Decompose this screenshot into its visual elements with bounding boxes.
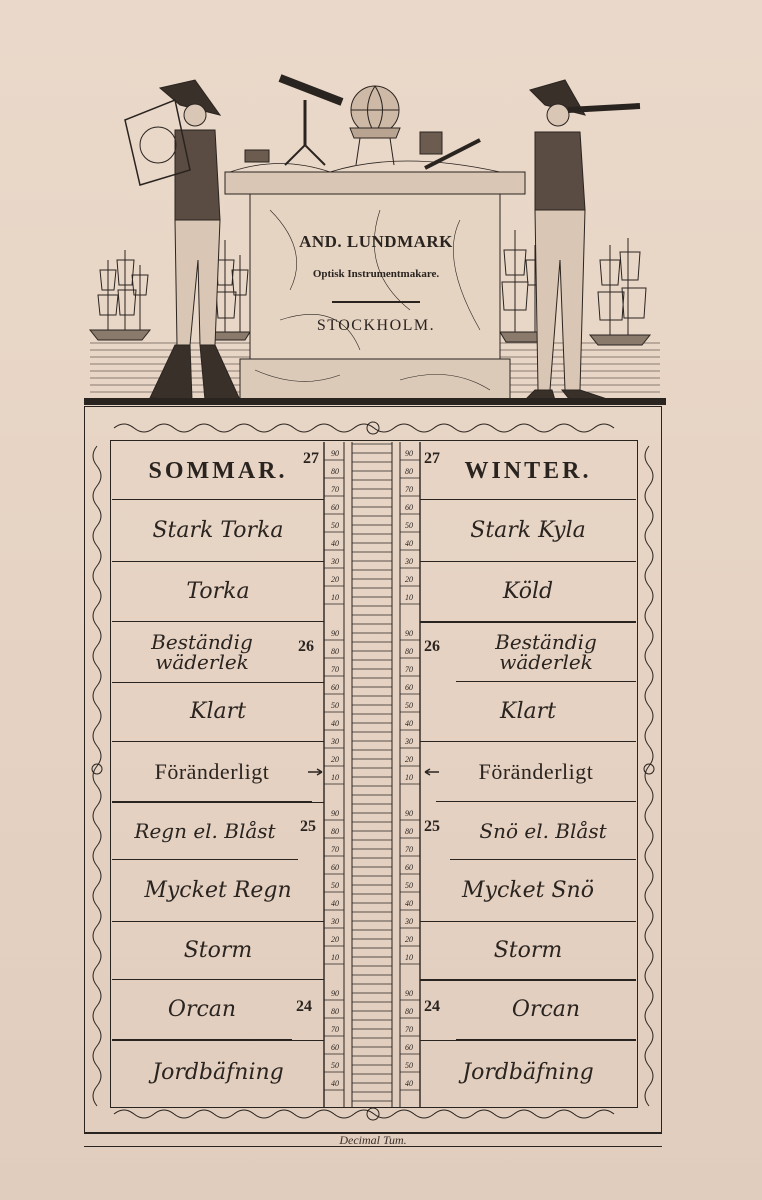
winter-row-5: Föränderligt bbox=[436, 742, 636, 802]
scale-tick-label: 30 bbox=[331, 557, 339, 566]
arrow-left-icon bbox=[308, 768, 326, 776]
scale-tick-label: 70 bbox=[405, 665, 413, 674]
scale-tick-label: 30 bbox=[331, 737, 339, 746]
scale-tick-label: 20 bbox=[405, 935, 413, 944]
scale-tick-label: 70 bbox=[405, 1025, 413, 1034]
scale-tick-label: 70 bbox=[405, 485, 413, 494]
scale-tick-label: 60 bbox=[405, 1043, 413, 1052]
footer-label: Decimal Tum. bbox=[339, 1133, 407, 1147]
inch-26-right: 26 bbox=[424, 638, 440, 655]
scale-tick-label: 20 bbox=[331, 575, 339, 584]
scale-tick-label: 60 bbox=[405, 503, 413, 512]
sommar-heading: SOMMAR. bbox=[112, 442, 324, 500]
scale-tick-label: 20 bbox=[405, 755, 413, 764]
ship-left-icon bbox=[90, 250, 150, 340]
sommar-row-10: Jordbäfning bbox=[152, 1060, 284, 1085]
winter-row-2: Köld bbox=[420, 562, 636, 622]
winter-row-6: Snö el. Blåst bbox=[450, 802, 636, 860]
scale-tick-label: 10 bbox=[331, 593, 339, 602]
scale-tick-label: 90 bbox=[331, 449, 339, 458]
scale-tick-label: 80 bbox=[405, 647, 413, 656]
scale-tick-label: 30 bbox=[331, 917, 339, 926]
winter-row-1: Stark Kyla bbox=[420, 500, 636, 562]
inch-26-left: 26 bbox=[298, 638, 314, 655]
scale-tick-label: 90 bbox=[405, 809, 413, 818]
winter-heading: WINTER. bbox=[420, 442, 636, 500]
scale-tick-label: 60 bbox=[331, 863, 339, 872]
sommar-row-3: Beständig wäderlek bbox=[151, 630, 253, 674]
telescope-icon bbox=[280, 78, 342, 165]
scale-tick-label: 30 bbox=[405, 737, 413, 746]
inch-24-right: 24 bbox=[424, 998, 440, 1015]
scale-tick-label: 70 bbox=[331, 485, 339, 494]
scale-tick-label: 50 bbox=[331, 701, 339, 710]
sommar-row-7: Mycket Regn bbox=[112, 860, 324, 922]
scale-tick-label: 60 bbox=[331, 503, 339, 512]
scale-tick-label: 40 bbox=[405, 899, 413, 908]
sommar-row-4: Klart bbox=[112, 682, 324, 742]
winter-row-10: Jordbäfning bbox=[462, 1060, 594, 1085]
scale-tick-label: 60 bbox=[331, 1043, 339, 1052]
winter-row-4: Klart bbox=[420, 682, 636, 742]
sommar-row-2: Torka bbox=[112, 562, 324, 622]
scale-tick-label: 50 bbox=[331, 881, 339, 890]
winter-row-9: Orcan bbox=[456, 980, 636, 1040]
scale-tick-label: 40 bbox=[405, 1079, 413, 1088]
sommar-row-9: Orcan bbox=[112, 980, 292, 1040]
pedestal-icon bbox=[225, 172, 525, 399]
scale-tick-label: 40 bbox=[331, 719, 339, 728]
inch-25-left: 25 bbox=[300, 818, 316, 835]
winter-row-8: Storm bbox=[420, 922, 636, 980]
scale-tick-label: 10 bbox=[405, 773, 413, 782]
scale-tick-label: 80 bbox=[331, 827, 339, 836]
scale-tick-label: 50 bbox=[405, 881, 413, 890]
scale-tick-label: 20 bbox=[331, 935, 339, 944]
scale-tick-label: 60 bbox=[331, 683, 339, 692]
scale-tick-label: 80 bbox=[405, 827, 413, 836]
scale-tick-label: 40 bbox=[331, 1079, 339, 1088]
winter-row-3: Beständig wäderlek bbox=[456, 622, 636, 682]
inch-27-left: 27 bbox=[303, 450, 319, 467]
scale-tick-label: 30 bbox=[405, 557, 413, 566]
maker-name: AND. LUNDMARK bbox=[299, 232, 453, 251]
scale-tick-label: 90 bbox=[331, 629, 339, 638]
sommar-row-8: Storm bbox=[112, 922, 324, 980]
scale-tick-label: 90 bbox=[405, 989, 413, 998]
scale-tick-label: 70 bbox=[331, 665, 339, 674]
scale-tick-label: 40 bbox=[331, 899, 339, 908]
scale-tick-label: 70 bbox=[331, 1025, 339, 1034]
sommar-row-5: Föränderligt bbox=[112, 742, 312, 802]
maker-city: STOCKHOLM. bbox=[316, 317, 436, 334]
scale-tick-label: 80 bbox=[405, 1007, 413, 1016]
scale-tick-label: 90 bbox=[331, 809, 339, 818]
scale-tick-label: 10 bbox=[405, 593, 413, 602]
scale-tick-label: 60 bbox=[405, 863, 413, 872]
officer-right-icon bbox=[525, 80, 640, 400]
scale-tick-label: 60 bbox=[405, 683, 413, 692]
scale-tick-label: 80 bbox=[405, 467, 413, 476]
inch-25-right: 25 bbox=[424, 818, 440, 835]
arrow-right-icon bbox=[421, 768, 439, 776]
scale-tick-label: 10 bbox=[405, 953, 413, 962]
scale-tick-label: 90 bbox=[405, 449, 413, 458]
scale-tick-label: 40 bbox=[405, 719, 413, 728]
scale-tick-label: 70 bbox=[331, 845, 339, 854]
sommar-row-1: Stark Torka bbox=[112, 500, 324, 562]
globe-icon bbox=[350, 86, 400, 165]
scale-tick-label: 50 bbox=[331, 1061, 339, 1070]
scale-tick-label: 80 bbox=[331, 467, 339, 476]
scale-tick-label: 50 bbox=[405, 701, 413, 710]
scale-tick-label: 50 bbox=[405, 521, 413, 530]
maker-title: Optisk Instrumentmakare. bbox=[312, 268, 440, 280]
scale-tick-label: 80 bbox=[331, 647, 339, 656]
scale-tick-label: 50 bbox=[405, 1061, 413, 1070]
scale-tick-label: 70 bbox=[405, 845, 413, 854]
inch-27-right: 27 bbox=[424, 450, 440, 467]
scale-tick-label: 40 bbox=[405, 539, 413, 548]
scale-tick-label: 90 bbox=[331, 989, 339, 998]
winter-row-7: Mycket Snö bbox=[420, 860, 636, 922]
inch-24-left: 24 bbox=[296, 998, 312, 1015]
scale-tick-label: 20 bbox=[405, 575, 413, 584]
officer-left-icon bbox=[125, 80, 240, 400]
scale-tick-label: 10 bbox=[331, 953, 339, 962]
scale-tick-label: 10 bbox=[331, 773, 339, 782]
scale-tick-label: 20 bbox=[331, 755, 339, 764]
scale-tick-label: 80 bbox=[331, 1007, 339, 1016]
ship-right2-icon bbox=[590, 238, 650, 345]
scale-tick-label: 50 bbox=[331, 521, 339, 530]
scale-tick-label: 40 bbox=[331, 539, 339, 548]
scale-tick-label: 90 bbox=[405, 629, 413, 638]
sommar-row-6: Regn el. Blåst bbox=[112, 802, 298, 860]
scale-tick-label: 30 bbox=[405, 917, 413, 926]
